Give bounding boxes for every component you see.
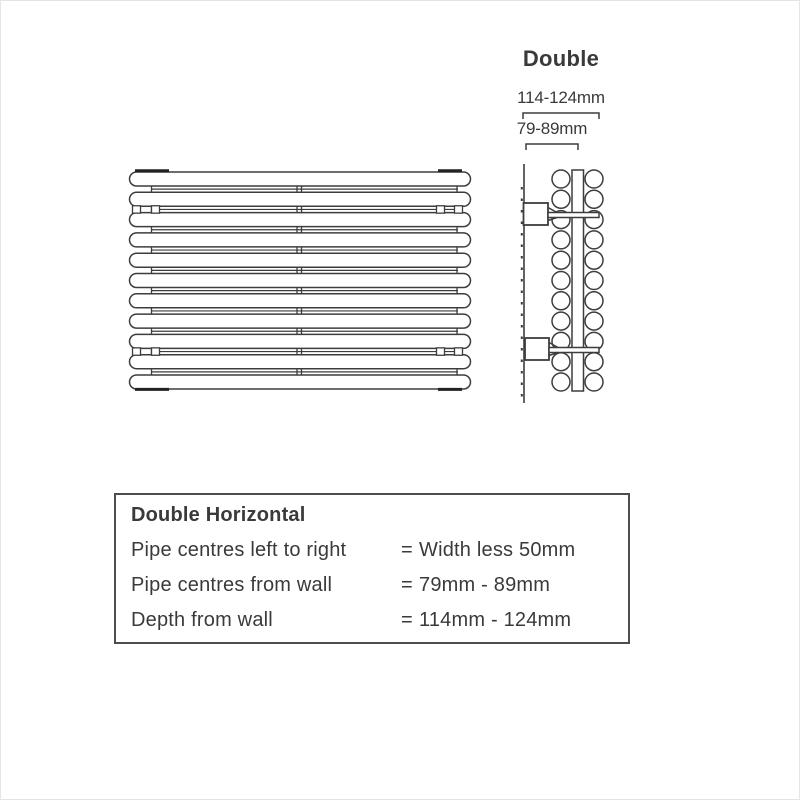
- side-tube-circle: [552, 190, 570, 208]
- bracket-tab: [437, 348, 445, 355]
- spec-row-value: 114mm - 124mm: [419, 609, 572, 631]
- bracket-tab: [455, 348, 463, 355]
- side-tube-circle: [585, 272, 603, 290]
- spec-row-pipe-centres-wall: [116, 574, 628, 600]
- side-tube-circle: [585, 190, 603, 208]
- radiator-tube: [130, 375, 471, 389]
- pipe-centres-dimension-label: 79-89mm: [516, 119, 588, 138]
- side-tube-circle: [585, 251, 603, 269]
- equals-sign: =: [401, 574, 413, 596]
- radiator-tube: [130, 314, 471, 328]
- bracket-tab: [455, 206, 463, 213]
- side-view-collector: [572, 170, 584, 391]
- spec-row-label: Pipe centres from wall: [131, 574, 333, 596]
- spec-row-pipe-centres-ltr: [116, 539, 628, 565]
- equals-sign: =: [401, 539, 413, 561]
- depth-dimension-label: 114-124mm: [517, 88, 605, 107]
- radiator-tube: [130, 274, 471, 288]
- bottom-bracket-arm: [549, 348, 599, 353]
- side-tube-circle: [552, 373, 570, 391]
- radiator-tube: [130, 213, 471, 227]
- side-tube-circle: [585, 312, 603, 330]
- radiator-tube: [130, 253, 471, 267]
- spec-table-title: Double Horizontal: [131, 504, 306, 526]
- collector-body: [572, 170, 584, 391]
- side-tube-circle: [585, 292, 603, 310]
- radiator-tube: [130, 172, 471, 186]
- side-view-title: Double: [522, 46, 600, 71]
- side-tube-circle: [552, 251, 570, 269]
- spec-row-value: 79mm - 89mm: [419, 574, 551, 596]
- radiator-diagram: [1, 1, 800, 800]
- radiator-tube: [130, 294, 471, 308]
- bracket-tab: [152, 206, 160, 213]
- side-tube-circle: [585, 353, 603, 371]
- spec-row-label: Depth from wall: [131, 609, 273, 631]
- equals-sign: =: [401, 609, 413, 631]
- pipe-centres-dimension-bracket: [526, 144, 578, 150]
- side-tube-circle: [552, 353, 570, 371]
- side-tube-circle: [585, 170, 603, 188]
- side-tube-circle: [552, 231, 570, 249]
- bottom-bracket-plate: [525, 338, 549, 360]
- radiator-tube: [130, 355, 471, 369]
- top-bracket-arm: [548, 213, 599, 218]
- spec-row-label: Pipe centres left to right: [131, 539, 347, 561]
- bracket-tab: [133, 206, 141, 213]
- spec-table: [114, 493, 630, 644]
- bracket-tab: [152, 348, 160, 355]
- front-view-tubes: [130, 172, 471, 389]
- bracket-tab: [437, 206, 445, 213]
- side-tube-circle: [585, 231, 603, 249]
- side-view-wall: [522, 164, 524, 403]
- spec-row-value: Width less 50mm: [419, 539, 576, 561]
- bracket-tab: [133, 348, 141, 355]
- radiator-tube: [130, 233, 471, 247]
- side-tube-circle: [552, 272, 570, 290]
- radiator-tube: [130, 334, 471, 348]
- side-tube-circle: [585, 373, 603, 391]
- side-tube-circle: [552, 312, 570, 330]
- side-tube-circle: [552, 292, 570, 310]
- side-tube-circle: [552, 170, 570, 188]
- radiator-tube: [130, 192, 471, 206]
- top-bracket-plate: [524, 203, 549, 225]
- spec-row-depth-wall: [116, 609, 628, 635]
